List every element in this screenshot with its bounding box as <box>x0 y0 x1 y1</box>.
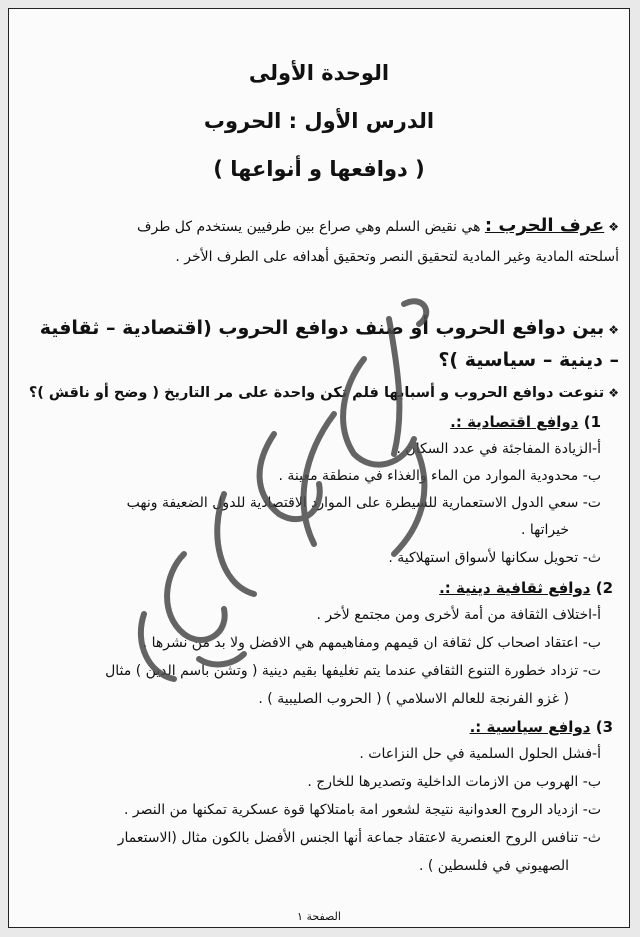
section-3-heading <box>19 718 613 736</box>
section-3-number: 3) <box>595 718 613 736</box>
definition-line-1 <box>19 215 619 236</box>
section-3-item-1: أ-فشل الحلول السلمية في حل النزاعات . <box>359 746 601 762</box>
definition-text-1: هي نقيض السلم وهي صراع بين طرفيين يستخدم كل طرف <box>136 219 481 235</box>
section-2-number: 2) <box>595 579 613 597</box>
definition-term: عرف الحرب : <box>484 215 605 236</box>
section-3-item-4-cont: الصهيوني في فلسطين ) . <box>418 858 569 874</box>
definition-line-2: أسلحته المادية وغير المادية لتحقيق النصر وتحقيق أهدافه على الطرف الأخر . <box>175 249 619 265</box>
section-3-item-3: ت- ازدياد الروح العدوانية نتيجة لشعور امة بامتلاكها قوة عسكرية تمكنها من النصر . <box>124 802 601 818</box>
question-2 <box>19 385 619 401</box>
section-1-number: 1) <box>583 413 601 431</box>
question-1-line-2: – دينية – سياسية )؟ <box>438 349 619 371</box>
section-1-title: دوافع اقتصادية :. <box>450 413 579 431</box>
section-2-item-1: أ-اختلاف الثقافة من أمة لأخرى ومن مجتمع لأخر . <box>316 607 601 623</box>
section-1-item-3: ت- سعي الدول الاستعمارية للسيطرة على الموارد الاقتصادية للدول الضعيفة ونهب <box>126 495 601 511</box>
diamond-bullet-icon: ❖ <box>608 220 619 234</box>
diamond-bullet-icon: ❖ <box>608 386 619 400</box>
lesson-subtitle: ( دوافعها و أنواعها ) <box>213 157 425 181</box>
section-2-item-3: ت- تزداد خطورة التنوع الثقافي عندما يتم تغليفها بقيم دينية ( وتشن باسم الدين ) مثال <box>105 663 601 679</box>
question-1-line-1 <box>19 317 619 339</box>
section-3-title: دوافع سياسية :. <box>469 718 591 736</box>
section-1-item-1: أ-الزيادة المفاجئة في عدد السكان . <box>396 441 601 457</box>
document-page <box>8 8 630 928</box>
section-1-item-4: ث- تحويل سكانها لأسواق استهلاكية . <box>388 550 601 566</box>
question-2-text: تنوعت دوافع الحروب و أسبابها فلم تكن واحدة على مر التاريخ ( وضح أو ناقش )؟ <box>28 385 605 401</box>
lesson-title: الدرس الأول : الحروب <box>203 109 435 133</box>
section-2-title: دوافع ثقافية دينية :. <box>439 579 591 597</box>
section-2-item-3-cont: ( غزو الفرنجة للعالم الاسلامي ) ( الحروب الصليبية ) . <box>258 691 569 707</box>
section-2-heading <box>19 579 613 597</box>
unit-title: الوحدة الأولى <box>248 61 390 85</box>
section-1-heading <box>19 413 601 431</box>
section-2-item-2: ب- اعتقاد اصحاب كل ثقافة ان قيمهم ومفاهيمهم هي الافضل ولا بد من نشرها . <box>142 635 601 651</box>
section-1-item-3-cont: خيراتها . <box>520 522 569 538</box>
section-1-item-2: ب- محدودية الموارد من الماء والغذاء في منطقة معينة . <box>278 468 601 484</box>
diamond-bullet-icon: ❖ <box>608 323 619 337</box>
document-body <box>9 9 629 927</box>
page-footer: الصفحة ١ <box>297 910 341 923</box>
section-3-item-4: ث- تنافس الروح العنصرية لاعتقاد جماعة أنها الجنس الأفضل بالكون مثال (الاستعمار <box>117 830 601 846</box>
question-1-text: بين دوافع الحروب أو صنف دوافع الحروب (اقتصادية – ثقافية <box>39 317 605 339</box>
section-3-item-2: ب- الهروب من الازمات الداخلية وتصديرها للخارج . <box>307 774 601 790</box>
